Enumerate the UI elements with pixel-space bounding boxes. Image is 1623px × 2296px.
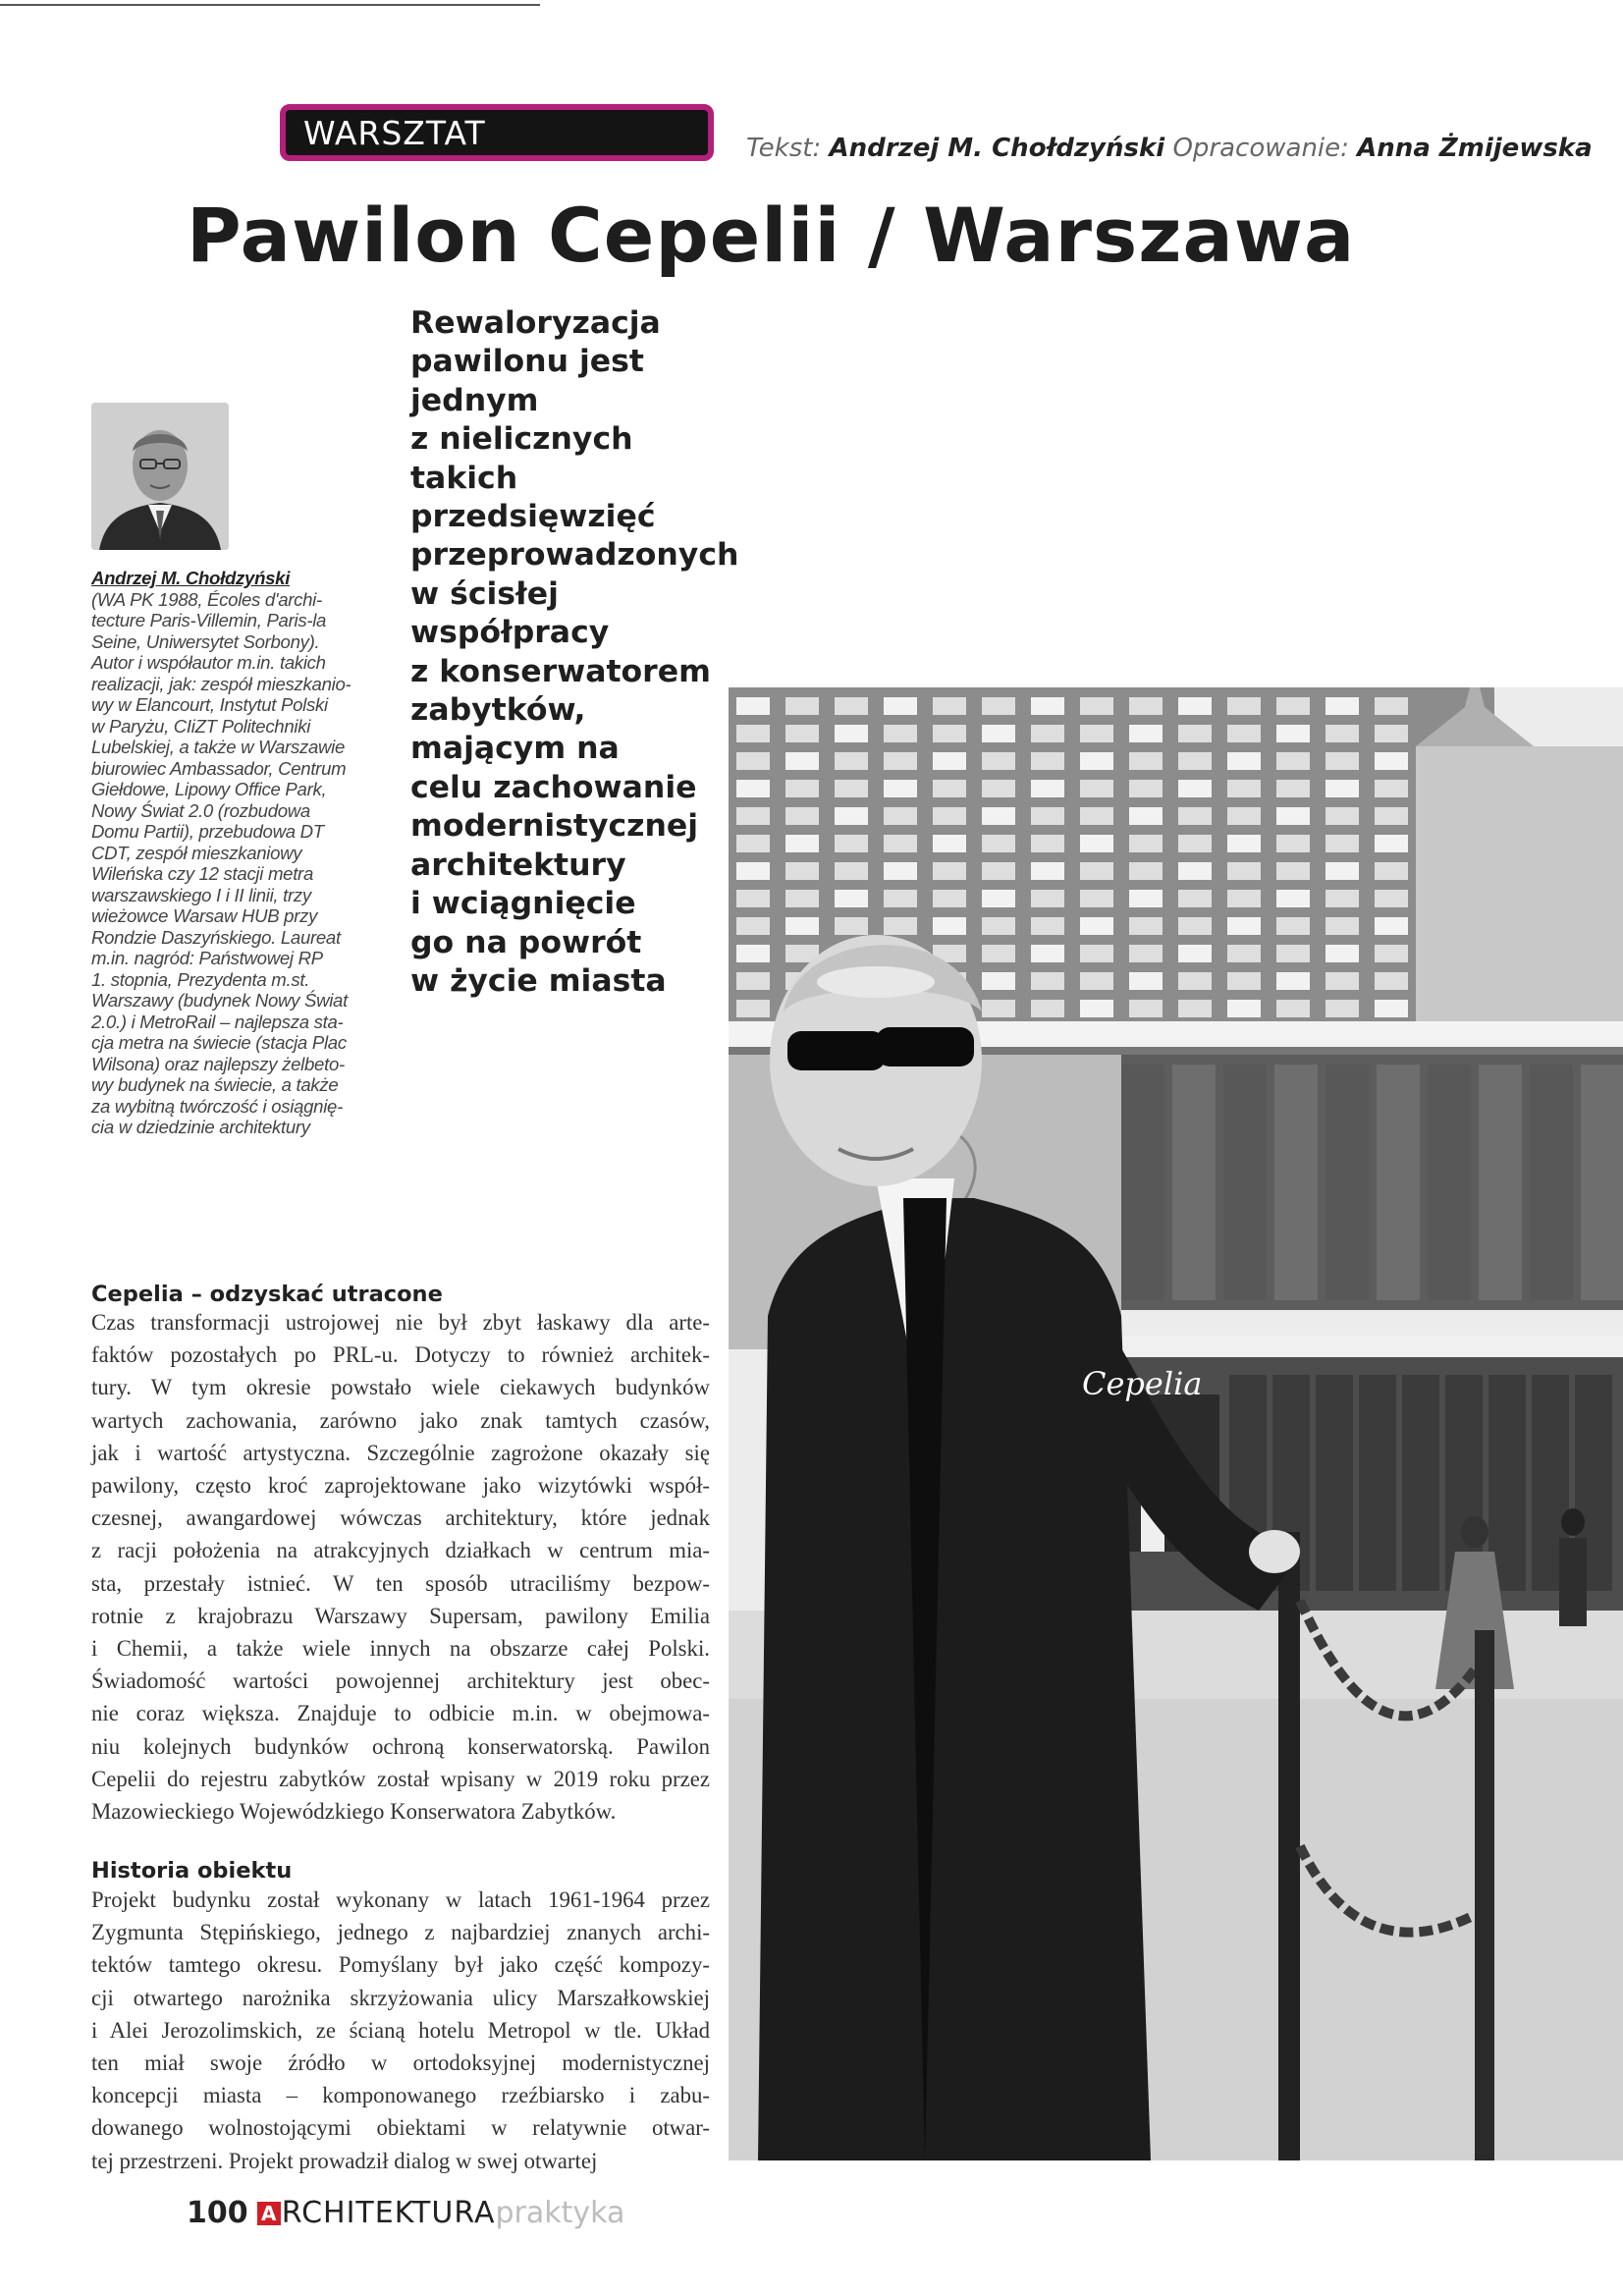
bio-line: Wileńska czy 12 stacji metra <box>91 863 313 884</box>
body-line: rotnie z krajobrazu Warszawy Supersam, pawilony Emilia <box>91 1603 710 1628</box>
body-line: Mazowieckiego Wojewódzkiego Konserwatora Zabytków. <box>91 1799 617 1825</box>
bio-line: cia w dziedzinie architektury <box>91 1117 310 1137</box>
bio-line: wy w Elancourt, Instytut Polski <box>91 694 328 715</box>
body-line: i Chemii, a także wiele innych na obszarze całej Polski. <box>91 1636 710 1662</box>
shop-window <box>1359 1375 1396 1591</box>
hotel-balcony <box>1178 945 1212 962</box>
hotel-balcony <box>1227 697 1261 715</box>
hotel-balcony <box>1325 945 1359 962</box>
hotel-balcony <box>785 862 819 880</box>
hotel-balcony <box>884 890 917 907</box>
pavilion-window <box>1479 1065 1522 1300</box>
hotel-balcony <box>835 697 868 715</box>
hotel-balcony <box>884 752 917 770</box>
hotel-balcony <box>736 945 770 962</box>
hotel-balcony <box>736 917 770 935</box>
lead-line: z nielicznych <box>410 421 633 458</box>
hotel-balcony <box>982 890 1015 907</box>
magazine-logo-mark: A <box>257 2202 281 2225</box>
hotel-balcony <box>835 862 868 880</box>
hotel-balcony <box>982 780 1015 797</box>
lead-line: celu zachowanie <box>410 769 697 805</box>
hotel-balcony <box>835 917 868 935</box>
hotel-balcony <box>835 807 868 825</box>
hotel-balcony <box>1031 807 1064 825</box>
hotel-balcony <box>785 697 819 715</box>
hotel-balcony <box>1227 945 1261 962</box>
hotel-balcony <box>1080 972 1113 990</box>
hotel-balcony <box>1129 807 1163 825</box>
section-tag: WARSZTAT <box>280 104 714 161</box>
bio-line: warszawskiego I i II linii, trzy <box>91 884 311 905</box>
hotel-balcony <box>1129 780 1163 797</box>
page-footer <box>187 2196 624 2230</box>
hotel-balcony <box>1178 725 1212 742</box>
body-line: ten miał swoje źródło w ortodoksyjnej modernistycznej <box>91 2050 710 2076</box>
body-line: cji otwartego narożnika skrzyżowania ulicy Marszałkowskiej <box>91 1985 710 2010</box>
hotel-balcony <box>982 862 1015 880</box>
lead-paragraph <box>410 304 739 1001</box>
hotel-balcony <box>1276 835 1310 852</box>
bio-author-name: Andrzej M. Chołdzyński <box>91 568 291 588</box>
hotel-balcony <box>736 807 770 825</box>
pavilion-window <box>1172 1065 1216 1300</box>
hotel-balcony <box>982 752 1015 770</box>
author-portrait <box>91 403 229 550</box>
hotel-balcony <box>1129 890 1163 907</box>
hotel-balcony <box>1276 862 1310 880</box>
bio-line: tecture Paris-Villemin, Paris-la <box>91 610 327 630</box>
hotel-balcony <box>884 697 917 715</box>
hotel-balcony <box>982 917 1015 935</box>
hotel-balcony <box>884 862 917 880</box>
top-rule <box>0 4 540 6</box>
lead-line: z konserwatorem <box>410 653 711 689</box>
hotel-balcony <box>1031 835 1064 852</box>
bio-line: Nowy Świat 2.0 (rozbudowa <box>91 799 310 821</box>
hotel-balcony <box>1375 725 1408 742</box>
hotel-balcony <box>1031 917 1064 935</box>
body-line: Zygmunta Stępińskiego, jednego z najbardziej znanych archi- <box>91 1920 710 1945</box>
hotel-balcony <box>1227 725 1261 742</box>
byline <box>746 134 1593 163</box>
bio-line: CDT, zespół mieszkaniowy <box>91 842 302 863</box>
bio-line: cja metra na świecie (stacja Plac <box>91 1032 347 1053</box>
hotel-balcony <box>1276 890 1310 907</box>
hotel-balcony <box>1276 752 1310 770</box>
pavilion-window <box>1223 1065 1267 1300</box>
hotel-balcony <box>884 917 917 935</box>
body-line: Projekt budynku został wykonany w latach 1961-1964 przez <box>91 1887 710 1912</box>
hotel-balcony <box>736 890 770 907</box>
hotel-balcony <box>835 890 868 907</box>
hotel-balcony <box>1080 862 1113 880</box>
byline-edit-label: Opracowanie: <box>1172 134 1349 163</box>
hotel-balcony <box>1129 917 1163 935</box>
hotel-balcony <box>982 697 1015 715</box>
section-body-2 <box>91 1884 710 2177</box>
hotel-balcony <box>1178 890 1212 907</box>
archival-photo <box>729 687 1623 2160</box>
lead-line: jednym <box>410 382 539 418</box>
body-line: pawilony, często kroć zaprojektowane jako wizytówki współ- <box>91 1473 710 1499</box>
magazine-name: RCHITEKTURA <box>281 2196 496 2230</box>
hotel-balcony <box>1080 890 1113 907</box>
hotel-balcony <box>1375 697 1408 715</box>
hotel-balcony <box>933 752 966 770</box>
lead-line: w ścisłej <box>410 575 559 612</box>
hotel-balcony <box>1325 917 1359 935</box>
bio-text <box>91 589 386 1138</box>
hotel-balcony <box>1227 807 1261 825</box>
hotel-balcony <box>1129 1000 1163 1017</box>
hotel-balcony <box>884 835 917 852</box>
hotel-balcony <box>1080 917 1113 935</box>
body-line: sta, przestały istnieć. W ten sposób utraciliśmy bezpow- <box>91 1570 710 1596</box>
shop-window <box>1316 1375 1353 1591</box>
hotel-balcony <box>1325 697 1359 715</box>
body-line: i Alei Jerozolimskich, ze ścianą hotelu Metropol w tle. Układ <box>91 2017 710 2043</box>
lead-line: przeprowadzonych <box>410 537 739 574</box>
hotel-balcony <box>1276 917 1310 935</box>
hotel-balcony <box>1325 752 1359 770</box>
hotel-balcony <box>1031 862 1064 880</box>
hotel-balcony <box>933 835 966 852</box>
hotel-balcony <box>884 725 917 742</box>
hotel-balcony <box>1080 835 1113 852</box>
hotel-balcony <box>933 862 966 880</box>
bio-line: Wilsona) oraz najlepszy żelbeto- <box>91 1053 345 1074</box>
lead-line: mającym na <box>410 731 620 767</box>
bio-line: Seine, Uniwersytet Sorbony). <box>91 630 320 652</box>
hotel-balcony <box>1178 972 1212 990</box>
author-bio <box>91 568 386 1138</box>
hotel-balcony <box>1129 835 1163 852</box>
byline-author: Andrzej M. Chołdzyński <box>829 134 1165 163</box>
hotel-balcony <box>1129 697 1163 715</box>
hotel-balcony <box>1375 972 1408 990</box>
lead-line: i wciągnięcie <box>410 886 636 922</box>
hotel-balcony <box>1375 917 1408 935</box>
hotel-balcony <box>1325 972 1359 990</box>
hotel-balcony <box>835 835 868 852</box>
hotel-balcony <box>884 780 917 797</box>
lead-line: zabytków, <box>410 692 586 729</box>
hotel-balcony <box>1031 752 1064 770</box>
body-line: dowanego wolnostojącymi obiektami w relatywnie otwar- <box>91 2115 710 2141</box>
hotel-balcony <box>1325 835 1359 852</box>
bio-line: Warszawy (budynek Nowy Świat <box>91 990 348 1011</box>
hotel-balcony <box>785 917 819 935</box>
hotel-balcony <box>785 725 819 742</box>
hotel-balcony <box>1178 752 1212 770</box>
hotel-balcony <box>1276 972 1310 990</box>
pavilion-window <box>1377 1065 1420 1300</box>
bio-line: realizacji, jak: zespół mieszkanio- <box>91 673 352 694</box>
hotel-balcony <box>1325 807 1359 825</box>
hotel-balcony <box>1375 752 1408 770</box>
pavilion-window <box>1530 1065 1573 1300</box>
bio-line: za wybitną twórczość i osiągnię- <box>91 1095 343 1117</box>
hotel-balcony <box>1325 725 1359 742</box>
hotel-balcony <box>736 972 770 990</box>
hotel-balcony <box>1375 890 1408 907</box>
hotel-balcony <box>1325 862 1359 880</box>
body-line: niu kolejnych budynków ochroną konserwatorską. Pawilon <box>91 1733 710 1759</box>
hotel-balcony <box>1178 862 1212 880</box>
hotel-balcony <box>736 835 770 852</box>
hotel-balcony <box>1031 697 1064 715</box>
hotel-balcony <box>1080 697 1113 715</box>
hotel-balcony <box>1375 807 1408 825</box>
lead-line: pawilonu jest <box>410 344 644 380</box>
hotel-balcony <box>1227 780 1261 797</box>
article-title: Pawilon Cepelii / Warszawa <box>187 191 1356 279</box>
hotel-balcony <box>1031 945 1064 962</box>
hotel-balcony <box>1325 1000 1359 1017</box>
hotel-balcony <box>1276 807 1310 825</box>
hotel-balcony <box>933 807 966 825</box>
hotel-balcony <box>736 697 770 715</box>
hotel-balcony <box>1031 890 1064 907</box>
hotel-balcony <box>1031 725 1064 742</box>
bio-line: Giełdowe, Lipowy Office Park, <box>91 779 327 799</box>
hotel-balcony <box>1031 780 1064 797</box>
hotel-balcony <box>785 752 819 770</box>
bio-line: Autor i współautor m.in. takich <box>91 652 326 673</box>
page-number: 100 <box>187 2196 248 2230</box>
body-line: tury. W tym okresie powstało wiele ciekawych budynków <box>91 1375 710 1400</box>
body-line: czesnej, awangardowej wówczas architektury, które jednak <box>91 1505 710 1531</box>
bio-line: Rondzie Daszyńskiego. Laureat <box>91 926 341 948</box>
pavilion-window <box>1581 1065 1623 1300</box>
lead-line: go na powrót <box>410 924 642 960</box>
section-heading-1: Cepelia – odzyskać utracone <box>91 1282 443 1307</box>
body-line: nie coraz większa. Znajduje to odbicie m.in. w obejmowa- <box>91 1701 710 1726</box>
hotel-balcony <box>1325 780 1359 797</box>
hotel-balcony <box>1227 835 1261 852</box>
hotel-balcony <box>1276 1000 1310 1017</box>
hotel-balcony <box>884 807 917 825</box>
hotel-balcony <box>835 752 868 770</box>
hotel-balcony <box>1276 725 1310 742</box>
bio-line: biurowiec Ambassador, Centrum <box>91 757 347 779</box>
hotel-balcony <box>785 780 819 797</box>
bio-line: m.in. nagród: Państwowej RP <box>91 948 323 968</box>
hotel-balcony <box>785 807 819 825</box>
hotel-balcony <box>1227 752 1261 770</box>
hotel-balcony <box>1178 780 1212 797</box>
hotel-balcony <box>1325 890 1359 907</box>
hotel-balcony <box>1227 1000 1261 1017</box>
section-body-1 <box>91 1306 710 1828</box>
hotel-balcony <box>1080 807 1113 825</box>
hotel-balcony <box>1080 945 1113 962</box>
bio-line: wy budynek na świecie, a także <box>91 1074 339 1095</box>
hotel-balcony <box>933 917 966 935</box>
hotel-balcony <box>1129 945 1163 962</box>
hotel-balcony <box>933 890 966 907</box>
hotel-balcony <box>835 725 868 742</box>
lead-line: takich <box>410 460 518 496</box>
body-line: tej przestrzeni. Projekt prowadził dialog w swej otwartej <box>91 2148 598 2173</box>
hotel-balcony <box>1031 1000 1064 1017</box>
hotel-balcony <box>1375 945 1408 962</box>
body-line: wartych zachowania, zarówno jako znak tamtych czasów, <box>91 1407 710 1433</box>
section-heading-2: Historia obiektu <box>91 1858 293 1884</box>
hotel-balcony <box>1080 752 1113 770</box>
hotel-balcony <box>785 835 819 852</box>
pavilion-window <box>1274 1065 1318 1300</box>
hotel-balcony <box>1375 1000 1408 1017</box>
lead-line: architektury <box>410 847 626 883</box>
hotel-balcony <box>1129 725 1163 742</box>
pavilion-window <box>1121 1065 1164 1300</box>
hotel-balcony <box>1178 917 1212 935</box>
pavilion-window <box>1325 1065 1369 1300</box>
lead-line: w życie miasta <box>410 962 667 999</box>
body-line: Cepelii do rejestru zabytków został wpisany w 2019 roku przez <box>91 1766 710 1791</box>
hotel-balcony <box>1227 890 1261 907</box>
hotel-balcony <box>1375 835 1408 852</box>
hotel-balcony <box>1178 697 1212 715</box>
hotel-balcony <box>982 835 1015 852</box>
hotel-balcony <box>736 752 770 770</box>
hotel-balcony <box>1031 972 1064 990</box>
bio-line: 1. stopnia, Prezydenta m.st. <box>91 968 310 990</box>
hotel-balcony <box>1080 1000 1113 1017</box>
hotel-balcony <box>1375 780 1408 797</box>
hotel-balcony <box>835 780 868 797</box>
hotel-balcony <box>1178 835 1212 852</box>
hotel-balcony <box>785 890 819 907</box>
hotel-balcony <box>1080 780 1113 797</box>
hotel-balcony <box>933 697 966 715</box>
hotel-balcony <box>1276 945 1310 962</box>
lead-line: Rewaloryzacja <box>410 305 661 341</box>
hotel-balcony <box>1227 862 1261 880</box>
hotel-balcony <box>1178 807 1212 825</box>
hotel-balcony <box>1080 725 1113 742</box>
hotel-balcony <box>933 725 966 742</box>
body-line: tektów tamtego okresu. Pomyślany był jako część kompozy- <box>91 1952 710 1978</box>
lead-line: przedsięwzięć <box>410 499 656 535</box>
hotel-balcony <box>736 780 770 797</box>
bio-line: Lubelskiej, a także w Warszawie <box>91 737 346 757</box>
lead-line: współpracy <box>410 615 610 651</box>
bio-line: 2.0.) i MetroRail – najlepsza sta- <box>91 1011 344 1032</box>
hotel-balcony <box>736 862 770 880</box>
byline-editor: Anna Żmijewska <box>1357 134 1593 163</box>
bio-line: wieżowce Warsaw HUB przy <box>91 905 318 926</box>
hotel-balcony <box>1129 972 1163 990</box>
hotel-balcony <box>1129 862 1163 880</box>
body-line: Czas transformacji ustrojowej nie był zbyt łaskawy dla arte- <box>91 1310 710 1335</box>
shop-sign: Cepelia <box>1082 1365 1203 1402</box>
lead-line: modernistycznej <box>410 808 699 845</box>
body-line: jak i wartość artystyczna. Szczególnie zagrożone okazały się <box>91 1440 710 1465</box>
hotel-balcony <box>736 725 770 742</box>
hotel-balcony <box>982 1000 1015 1017</box>
hotel-balcony <box>982 972 1015 990</box>
bio-line: (WA PK 1988, Écoles d'archi- <box>91 588 322 610</box>
hotel-balcony <box>982 725 1015 742</box>
hotel-balcony <box>982 807 1015 825</box>
hotel-balcony <box>1276 697 1310 715</box>
bio-line: Domu Partii), przebudowa DT <box>91 821 324 842</box>
bio-line: w Paryżu, CIiZT Politechniki <box>91 715 311 737</box>
hotel-balcony <box>1227 917 1261 935</box>
shop-window <box>1402 1375 1439 1591</box>
pavilion-window <box>1428 1065 1471 1300</box>
magazine-subtitle: praktyka <box>495 2196 625 2230</box>
body-line: koncepcji miasta – komponowanego rzeźbiarsko i zabu- <box>91 2083 710 2108</box>
body-line: Świadomość wartości powojennej architektury jest obec- <box>91 1668 710 1694</box>
hotel-balcony <box>1227 972 1261 990</box>
body-line: z racji położenia na atrakcyjnych działkach w centrum mia- <box>91 1538 710 1563</box>
hotel-balcony <box>1129 752 1163 770</box>
byline-text-label: Tekst: <box>746 134 822 163</box>
hotel-balcony <box>1276 780 1310 797</box>
hotel-balcony <box>933 780 966 797</box>
body-line: faktów pozostałych po PRL-u. Dotyczy to również architek- <box>91 1342 710 1368</box>
hotel-balcony <box>982 945 1015 962</box>
hotel-balcony <box>1178 1000 1212 1017</box>
hotel-balcony <box>1375 862 1408 880</box>
hotel-balcony <box>736 1000 770 1017</box>
